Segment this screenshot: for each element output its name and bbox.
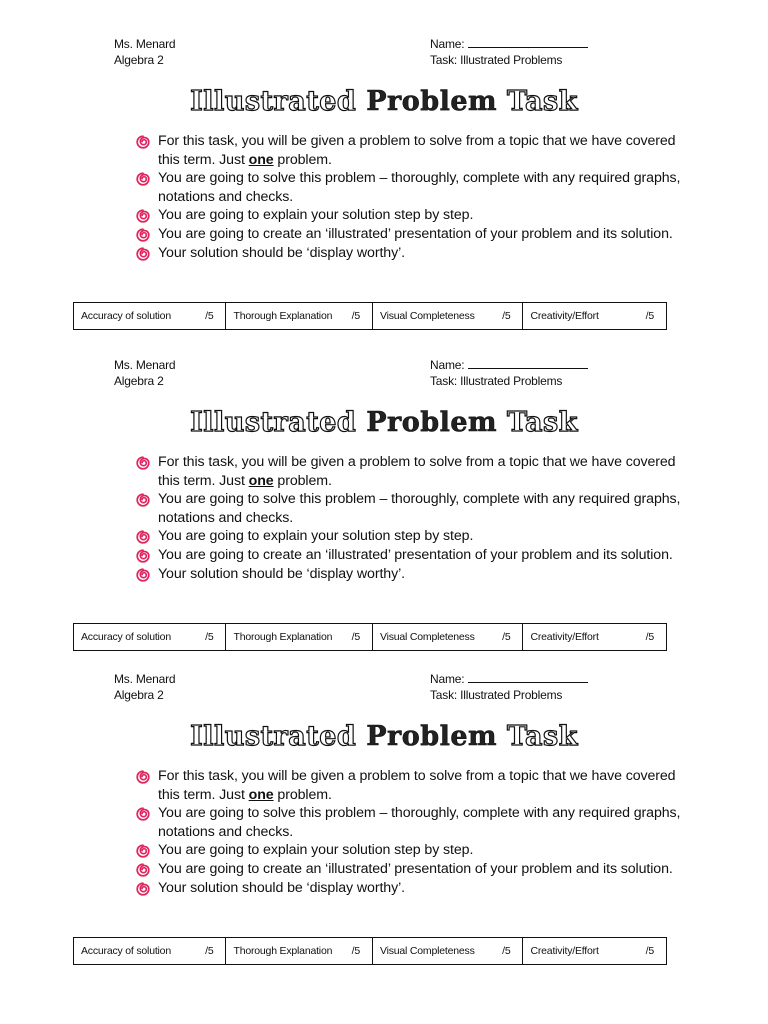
rubric-cell <box>226 938 373 964</box>
rubric-label: Accuracy of solution <box>81 310 171 322</box>
header-right <box>430 36 588 68</box>
swirl-bullet-icon <box>136 456 150 470</box>
rubric-label: Creativity/Effort <box>530 310 599 322</box>
name-blank-line <box>468 37 588 48</box>
course-name: Algebra 2 <box>114 53 164 67</box>
instruction-emphasis: one <box>248 786 274 803</box>
instruction-list <box>134 767 694 897</box>
instruction-text-end: problem. <box>273 472 332 489</box>
teacher-name: Ms. Menard <box>114 358 176 372</box>
instruction-text: You are going to create an ‘illustrated’ presentation of your problem and its solution. <box>158 860 673 877</box>
instruction-item <box>134 225 694 244</box>
instruction-list <box>134 453 694 583</box>
task-label: Task: Illustrated Problems <box>430 53 563 67</box>
task-handout-section <box>0 0 768 320</box>
instruction-text: For this task, you will be given a problem to solve from a topic that we have covered this term. Just <box>158 768 676 803</box>
rubric-cell <box>74 938 226 964</box>
instruction-text: For this task, you will be given a problem to solve from a topic that we have covered this term. Just <box>158 454 676 489</box>
swirl-bullet-icon <box>136 493 150 507</box>
rubric-label: Visual Completeness <box>379 310 475 322</box>
rubric-points: /5 <box>645 310 654 322</box>
swirl-bullet-icon <box>136 807 150 821</box>
rubric-label: Creativity/Effort <box>530 945 599 957</box>
rubric-table <box>73 937 667 965</box>
instruction-text: You are going to solve this problem – thoroughly, complete with any required graphs, notations and checks. <box>158 491 681 526</box>
page-title <box>0 407 768 438</box>
instruction-text: You are going to create an ‘illustrated’ presentation of your problem and its solution. <box>158 546 673 563</box>
title-part-3: Task <box>497 86 578 117</box>
instruction-item <box>134 860 694 879</box>
instruction-text: You are going to solve this problem – thoroughly, complete with any required graphs, notations and checks. <box>158 170 681 205</box>
name-blank-line <box>468 358 588 369</box>
name-field <box>430 671 588 687</box>
rubric-points: /5 <box>645 945 654 957</box>
header-left <box>114 671 175 703</box>
teacher-name: Ms. Menard <box>114 37 176 51</box>
header-right <box>430 671 588 703</box>
course-name: Algebra 2 <box>114 374 164 388</box>
swirl-bullet-icon <box>136 863 150 877</box>
course-name: Algebra 2 <box>114 688 164 702</box>
title-part-1: Illustrated <box>190 721 367 752</box>
swirl-bullet-icon <box>136 770 150 784</box>
instruction-item <box>134 169 694 206</box>
name-label: Name: <box>430 358 465 372</box>
name-label: Name: <box>430 37 465 51</box>
rubric-points: /5 <box>205 945 214 957</box>
rubric-points: /5 <box>205 310 214 322</box>
title-part-2: Problem <box>366 86 498 117</box>
rubric-label: Thorough Explanation <box>233 945 333 957</box>
rubric-cell <box>373 938 524 964</box>
instruction-text: For this task, you will be given a problem to solve from a topic that we have covered this term. Just <box>158 133 676 168</box>
swirl-bullet-icon <box>136 228 150 242</box>
instruction-item <box>134 527 694 546</box>
instruction-item <box>134 767 694 804</box>
header-right <box>430 357 588 389</box>
instruction-text: You are going to solve this problem – thoroughly, complete with any required graphs, notations and checks. <box>158 805 681 840</box>
instruction-text-end: problem. <box>273 786 332 803</box>
rubric-points: /5 <box>351 945 360 957</box>
name-field <box>430 36 588 52</box>
instruction-list <box>134 132 694 262</box>
title-part-2: Problem <box>366 407 498 438</box>
instruction-emphasis: one <box>248 472 274 489</box>
instruction-item <box>134 244 694 263</box>
rubric-label: Creativity/Effort <box>530 631 599 643</box>
instruction-text: You are going to create an ‘illustrated’ presentation of your problem and its solution. <box>158 225 673 242</box>
instruction-text: You are going to explain your solution step by step. <box>158 207 474 224</box>
task-label: Task: Illustrated Problems <box>430 374 563 388</box>
instruction-emphasis: one <box>248 151 274 168</box>
task-handout-section <box>0 321 768 641</box>
instruction-item <box>134 565 694 584</box>
rubric-points: /5 <box>645 631 654 643</box>
instruction-text-end: problem. <box>273 151 332 168</box>
rubric-points: /5 <box>502 631 511 643</box>
title-part-3: Task <box>497 721 578 752</box>
swirl-bullet-icon <box>136 135 150 149</box>
rubric-points: /5 <box>351 310 360 322</box>
rubric-points: /5 <box>205 631 214 643</box>
swirl-bullet-icon <box>136 247 150 261</box>
name-blank-line <box>468 672 588 683</box>
swirl-bullet-icon <box>136 568 150 582</box>
rubric-points: /5 <box>502 945 511 957</box>
instruction-item <box>134 546 694 565</box>
instruction-item <box>134 490 694 527</box>
swirl-bullet-icon <box>136 172 150 186</box>
page-title <box>0 721 768 752</box>
rubric-label: Accuracy of solution <box>81 945 171 957</box>
instruction-text: Your solution should be ‘display worthy’. <box>158 565 405 582</box>
rubric-cell <box>523 938 666 964</box>
title-part-1: Illustrated <box>190 86 367 117</box>
task-handout-section <box>0 635 768 955</box>
instruction-text: You are going to explain your solution step by step. <box>158 528 474 545</box>
rubric-points: /5 <box>351 631 360 643</box>
name-field <box>430 357 588 373</box>
instruction-text: Your solution should be ‘display worthy’. <box>158 879 405 896</box>
title-part-1: Illustrated <box>190 407 367 438</box>
instruction-item <box>134 841 694 860</box>
header-left <box>114 36 175 68</box>
instruction-item <box>134 132 694 169</box>
rubric-label: Thorough Explanation <box>233 310 333 322</box>
rubric-label: Visual Completeness <box>379 945 475 957</box>
swirl-bullet-icon <box>136 530 150 544</box>
name-label: Name: <box>430 672 465 686</box>
title-part-2: Problem <box>366 721 498 752</box>
instruction-text: You are going to explain your solution step by step. <box>158 842 474 859</box>
task-label: Task: Illustrated Problems <box>430 688 563 702</box>
instruction-item <box>134 879 694 898</box>
swirl-bullet-icon <box>136 882 150 896</box>
rubric-label: Visual Completeness <box>379 631 475 643</box>
instruction-item <box>134 804 694 841</box>
teacher-name: Ms. Menard <box>114 672 176 686</box>
title-part-3: Task <box>497 407 578 438</box>
swirl-bullet-icon <box>136 844 150 858</box>
rubric-label: Accuracy of solution <box>81 631 171 643</box>
header-left <box>114 357 175 389</box>
page-title <box>0 86 768 117</box>
instruction-text: Your solution should be ‘display worthy’. <box>158 244 405 261</box>
swirl-bullet-icon <box>136 549 150 563</box>
instruction-item <box>134 453 694 490</box>
instruction-item <box>134 206 694 225</box>
rubric-label: Thorough Explanation <box>233 631 333 643</box>
rubric-points: /5 <box>502 310 511 322</box>
swirl-bullet-icon <box>136 209 150 223</box>
